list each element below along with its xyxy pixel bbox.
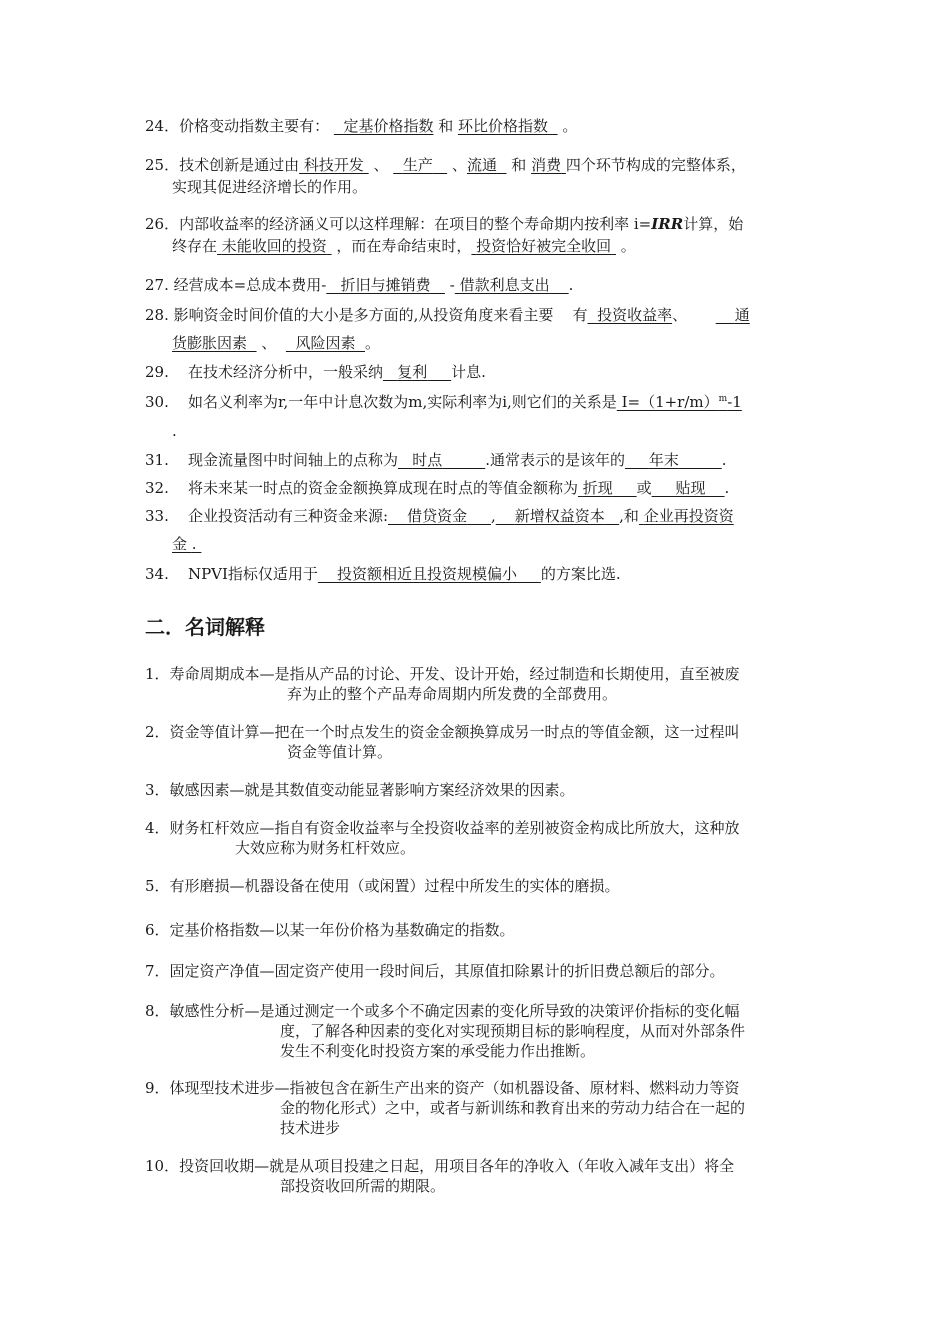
definition-number: 3．	[145, 781, 170, 799]
question-text: .	[721, 451, 727, 469]
answer-blank	[458, 117, 558, 135]
question-text: 四个环节构成的完整体系，	[565, 156, 746, 174]
question-text: 、	[261, 334, 277, 352]
answer-blank	[326, 276, 445, 294]
definition-number: 8．	[145, 1002, 170, 1020]
question-text: .	[724, 479, 730, 497]
answer-text: 借贷资金	[407, 507, 468, 525]
definition-number: 10．	[145, 1157, 180, 1175]
question-text: .	[191, 535, 197, 553]
question-25-continuation: 实现其促进经济增长的作用。	[172, 178, 368, 196]
definition-9-continuation: 金的物化形式）之中，或者与新训练和教育出来的劳动力结合在一起的	[280, 1099, 746, 1117]
answer-text: 科技开发	[303, 156, 364, 174]
answer-text: 年末	[648, 451, 679, 469]
definition-text: 投资回收期—就是从项目投建之日起，用项目各年的净收入（年收入减年支出）将全	[179, 1157, 735, 1175]
definition-text: 敏感因素—就是其数值变动能显著影响方案经济效果的因素。	[169, 781, 575, 799]
answer-text: 未能收回的投资	[221, 237, 327, 255]
question-30-continuation: .	[172, 422, 177, 440]
question-text: ，而在寿命结束时，	[336, 237, 472, 255]
question-text: 技术创新是通过由	[179, 156, 300, 174]
definition-1	[145, 664, 740, 684]
answer-text: 环比价格指数	[458, 117, 549, 135]
question-number: 33.	[145, 507, 169, 525]
definition-3	[145, 780, 575, 800]
definition-text: 敏感性分析—是通过测定一个或多个不确定因素的变化所导致的决策评价指标的变化幅	[169, 1002, 740, 1020]
answer-blank	[334, 117, 434, 135]
question-33	[145, 506, 734, 526]
answer-text: -1	[727, 393, 742, 411]
answer-blank	[383, 363, 451, 381]
definition-number: 7．	[145, 962, 170, 980]
definition-2-continuation: 资金等值计算。	[287, 743, 393, 761]
definition-text: 定基价格指数—以某一年份价格为基数确定的指数。	[169, 921, 515, 939]
answer-text: 投资恰好被完全收回	[476, 237, 612, 255]
question-number: 28.	[145, 306, 169, 324]
question-text: 。	[365, 334, 381, 352]
question-text: 的方案比选.	[540, 565, 621, 583]
question-25	[145, 155, 746, 175]
definition-5	[145, 876, 620, 896]
question-30	[145, 392, 742, 412]
definition-8-continuation: 度，了解各种因素的变化对实现预期目标的影响程度，从而对外部条件	[280, 1022, 746, 1040]
question-number: 31.	[145, 451, 169, 469]
definition-6	[145, 920, 515, 940]
question-31	[145, 450, 727, 470]
question-text: 影响资金时间价值的大小是多方面的,从投资角度来看主要	[173, 306, 554, 324]
definition-text: 固定资产净值—固定资产使用一段时间后，其原值扣除累计的折旧费总额后的部分。	[169, 962, 725, 980]
answer-text: 企业再投资资	[643, 507, 734, 525]
question-text: 现金流量图中时间轴上的点称为	[187, 451, 398, 469]
answer-blank	[299, 156, 369, 174]
definition-8	[145, 1001, 740, 1021]
definition-text: 寿命周期成本—是指从产品的讨论、开发、设计开始，经过制造和长期使用，直至被废	[169, 665, 740, 683]
answer-blank	[625, 451, 722, 469]
question-number: 25．	[145, 156, 180, 174]
definition-number: 9．	[145, 1079, 170, 1097]
question-text: 有	[572, 306, 588, 324]
question-text: 。	[562, 117, 578, 135]
answer-blank	[286, 334, 365, 352]
answer-text: 复利	[397, 363, 428, 381]
answer-blank	[578, 479, 637, 497]
definition-number: 2．	[145, 723, 170, 741]
answer-text: 通	[734, 306, 750, 324]
definition-10	[145, 1156, 734, 1176]
irr-symbol: IRR	[651, 215, 684, 233]
question-text: 如名义利率为r,一年中计息次数为m,实际利率为i,则它们的关系是	[187, 393, 617, 411]
answer-text: 定基价格指数	[343, 117, 434, 135]
question-text: 和	[511, 156, 527, 174]
answer-blank	[639, 507, 734, 525]
definition-number: 5．	[145, 877, 170, 895]
definition-2	[145, 722, 740, 742]
definition-text: 体现型技术进步—指被包含在新生产出来的资产（如机器设备、原材料、燃料动力等资	[169, 1079, 740, 1097]
question-26	[145, 214, 743, 234]
definition-text: 财务杠杆效应—指自有资金收益率与全投资收益率的差别被资金构成比所放大，这种放	[169, 819, 740, 837]
question-27	[145, 275, 573, 295]
question-text: .	[568, 276, 574, 294]
answer-text: 消费	[531, 156, 562, 174]
question-text: ,	[490, 507, 496, 525]
answer-text: 金	[172, 535, 188, 553]
definition-number: 6．	[145, 921, 170, 939]
answer-blank	[172, 334, 257, 352]
question-number: 32.	[145, 479, 169, 497]
question-text: -	[449, 276, 455, 294]
definition-number: 1．	[145, 665, 170, 683]
question-number: 24．	[145, 117, 180, 135]
answer-text: 生产	[402, 156, 433, 174]
section-title: 二．名词解释	[145, 615, 265, 639]
question-number: 34.	[145, 565, 169, 583]
answer-blank	[471, 237, 616, 255]
definition-text: 资金等值计算—把在一个时点发生的资金金额换算成另一时点的等值金额，这一过程叫	[169, 723, 740, 741]
definition-7	[145, 961, 725, 981]
definition-4-continuation: 大效应称为财务杠杆效应。	[235, 839, 416, 857]
answer-blank	[455, 276, 569, 294]
definition-9	[145, 1078, 740, 1098]
answer-text: 借款利息支出	[459, 276, 550, 294]
question-28-continuation	[172, 333, 380, 353]
answer-blank	[217, 237, 332, 255]
answer-blank	[588, 306, 673, 324]
question-text: 。	[620, 237, 636, 255]
question-number: 29.	[145, 363, 169, 381]
question-text: 终存在	[172, 237, 218, 255]
question-text: .通常表示的是该年的	[485, 451, 625, 469]
question-26-continuation	[172, 236, 636, 256]
question-number: 26．	[145, 215, 180, 233]
answer-blank	[652, 479, 725, 497]
question-text: 企业投资活动有三种资金来源:	[187, 507, 388, 525]
question-text: NPVI指标仅适用于	[187, 565, 318, 583]
question-text: ,和	[619, 507, 639, 525]
definition-10-continuation: 部投资收回所需的期限。	[280, 1177, 446, 1195]
question-33-continuation	[172, 534, 201, 554]
question-text: 、	[373, 156, 389, 174]
answer-text: 时点	[412, 451, 443, 469]
question-text: 或	[636, 479, 652, 497]
answer-blank	[496, 507, 619, 525]
question-number: 30.	[145, 393, 169, 411]
answer-blank	[388, 507, 491, 525]
question-text: 在技术经济分析中，一般采纳	[187, 363, 383, 381]
question-text: 内部收益率的经济涵义可以这样理解：在项目的整个寿命期内按利率 i=	[179, 215, 652, 233]
answer-text: 投资收益率	[597, 306, 673, 324]
exponent-m: m	[718, 394, 728, 404]
question-number: 27.	[145, 276, 169, 294]
question-text: 、	[451, 156, 467, 174]
answer-text: 货膨胀因素	[172, 334, 248, 352]
definition-4	[145, 818, 740, 838]
question-text: 计息.	[451, 363, 486, 381]
answer-blank	[716, 306, 750, 324]
answer-text: I=（1+r/m）	[621, 393, 719, 411]
definition-text: 有形磨损—机器设备在使用（或闲置）过程中所发生的实体的磨损。	[169, 877, 620, 895]
answer-blank	[467, 156, 507, 174]
answer-blank	[531, 156, 566, 174]
question-text: 和	[438, 117, 454, 135]
answer-text: 风险因素	[295, 334, 356, 352]
question-28	[145, 305, 750, 325]
answer-text: 折现	[582, 479, 613, 497]
question-32	[145, 478, 729, 498]
definition-8-continuation: 发生不利变化时投资方案的承受能力作出推断。	[280, 1042, 596, 1060]
answer-text: 贴现	[675, 479, 706, 497]
answer-blank	[318, 565, 541, 583]
question-text: 将未来某一时点的资金金额换算成现在时点的等值金额称为	[187, 479, 578, 497]
answer-blank	[617, 393, 742, 411]
answer-blank	[393, 156, 447, 174]
question-text: 计算，始	[683, 215, 744, 233]
answer-text: 新增权益资本	[514, 507, 605, 525]
question-text: 经营成本=总成本费用-	[173, 276, 327, 294]
answer-blank	[398, 451, 485, 469]
question-text: 价格变动指数主要有：	[179, 117, 330, 135]
question-text: 、	[672, 306, 688, 324]
question-24	[145, 116, 577, 136]
answer-text: 流通	[466, 156, 497, 174]
definition-number: 4．	[145, 819, 170, 837]
definition-9-continuation: 技术进步	[280, 1119, 341, 1137]
answer-blank	[172, 535, 201, 553]
answer-text: 投资额相近且投资规模偏小	[337, 565, 518, 583]
definition-1-continuation: 弃为止的整个产品寿命周期内所发费的全部费用。	[287, 685, 618, 703]
answer-text: 折旧与摊销费	[340, 276, 431, 294]
question-34	[145, 564, 621, 584]
question-29	[145, 362, 486, 382]
